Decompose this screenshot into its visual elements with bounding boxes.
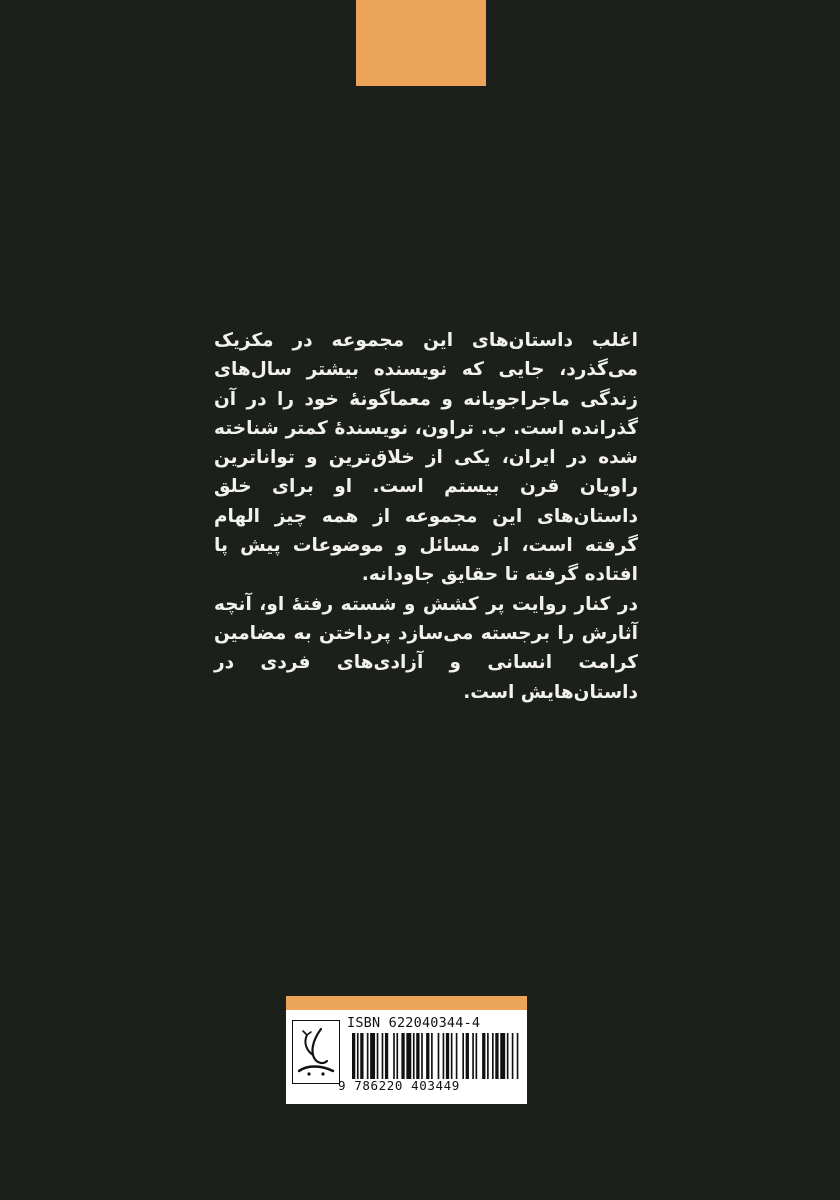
barcode-bar: [377, 1033, 379, 1079]
barcode-bar: [456, 1033, 458, 1079]
barcode-bar: [443, 1033, 445, 1079]
barcode-bar: [482, 1033, 485, 1079]
barcode-bar: [413, 1033, 415, 1079]
barcode-bar: [512, 1033, 514, 1079]
barcode-bar: [352, 1033, 355, 1079]
barcode-bar: [472, 1033, 474, 1079]
barcode-bar: [367, 1033, 369, 1079]
barcode-bar: [406, 1033, 411, 1079]
barcode-orange-stripe: [286, 996, 527, 1010]
barcode-bar: [487, 1033, 489, 1079]
barcode-bar: [438, 1033, 440, 1079]
orange-spine-tab: [356, 0, 486, 86]
barcode-bar: [451, 1033, 453, 1079]
barcode-bars: [352, 1033, 520, 1079]
barcode-bar: [357, 1033, 359, 1079]
barcode-bar: [360, 1033, 363, 1079]
barcode-bar: [416, 1033, 419, 1079]
barcode-bar: [466, 1033, 469, 1079]
isbn-label: ISBN 622040344-4: [347, 1015, 481, 1031]
barcode-bar: [370, 1033, 375, 1079]
barcode-bar: [396, 1033, 398, 1079]
barcode-bar: [431, 1033, 433, 1079]
barcode-bar: [382, 1033, 384, 1079]
barcode-bar: [401, 1033, 404, 1079]
publisher-logo-icon: [292, 1020, 340, 1084]
barcode-bar: [462, 1033, 464, 1079]
barcode-bar: [495, 1033, 498, 1079]
blurb-paragraph-1: اغلب داستان‌های این مجموعه در مکزیک می‌گذرد، جایی که نویسنده بیشتر سال‌های زندگی ماجراجویانه و معماگونهٔ خود را در آن گذرانده است. ب. تراون، نویسندهٔ کمتر شناخته شده در ایران، یکی از خلاق‌ترین و تواناترین راویان قرن بیستم است. او برای خلق داستان‌های این مجموعه از همه چیز الهام گرفته است، از مسائل و موضوعات پیش پا افتاده گرفته تا حقایق جاودانه.: [214, 330, 638, 586]
blurb-paragraph-2: در کنار روایت پر کشش و شسته رفتهٔ او، آنچه آثارش را برجسته می‌سازد پرداختن به مضامین کرامت انسانی و آزادی‌های فردی در داستان‌هایش است.: [214, 593, 638, 703]
barcode-bar: [517, 1033, 519, 1079]
barcode-bar: [393, 1033, 395, 1079]
barcode-bar: [500, 1033, 505, 1079]
barcode-panel: [286, 996, 527, 1104]
barcode-bar: [446, 1033, 449, 1079]
ean-digits: 9 786220 403449: [338, 1078, 460, 1093]
blurb-text: [214, 326, 638, 707]
barcode-bar: [492, 1033, 494, 1079]
barcode-bar: [421, 1033, 423, 1079]
barcode-bar: [426, 1033, 429, 1079]
barcode-bar: [476, 1033, 478, 1079]
barcode-bar: [507, 1033, 509, 1079]
barcode-bar: [385, 1033, 388, 1079]
